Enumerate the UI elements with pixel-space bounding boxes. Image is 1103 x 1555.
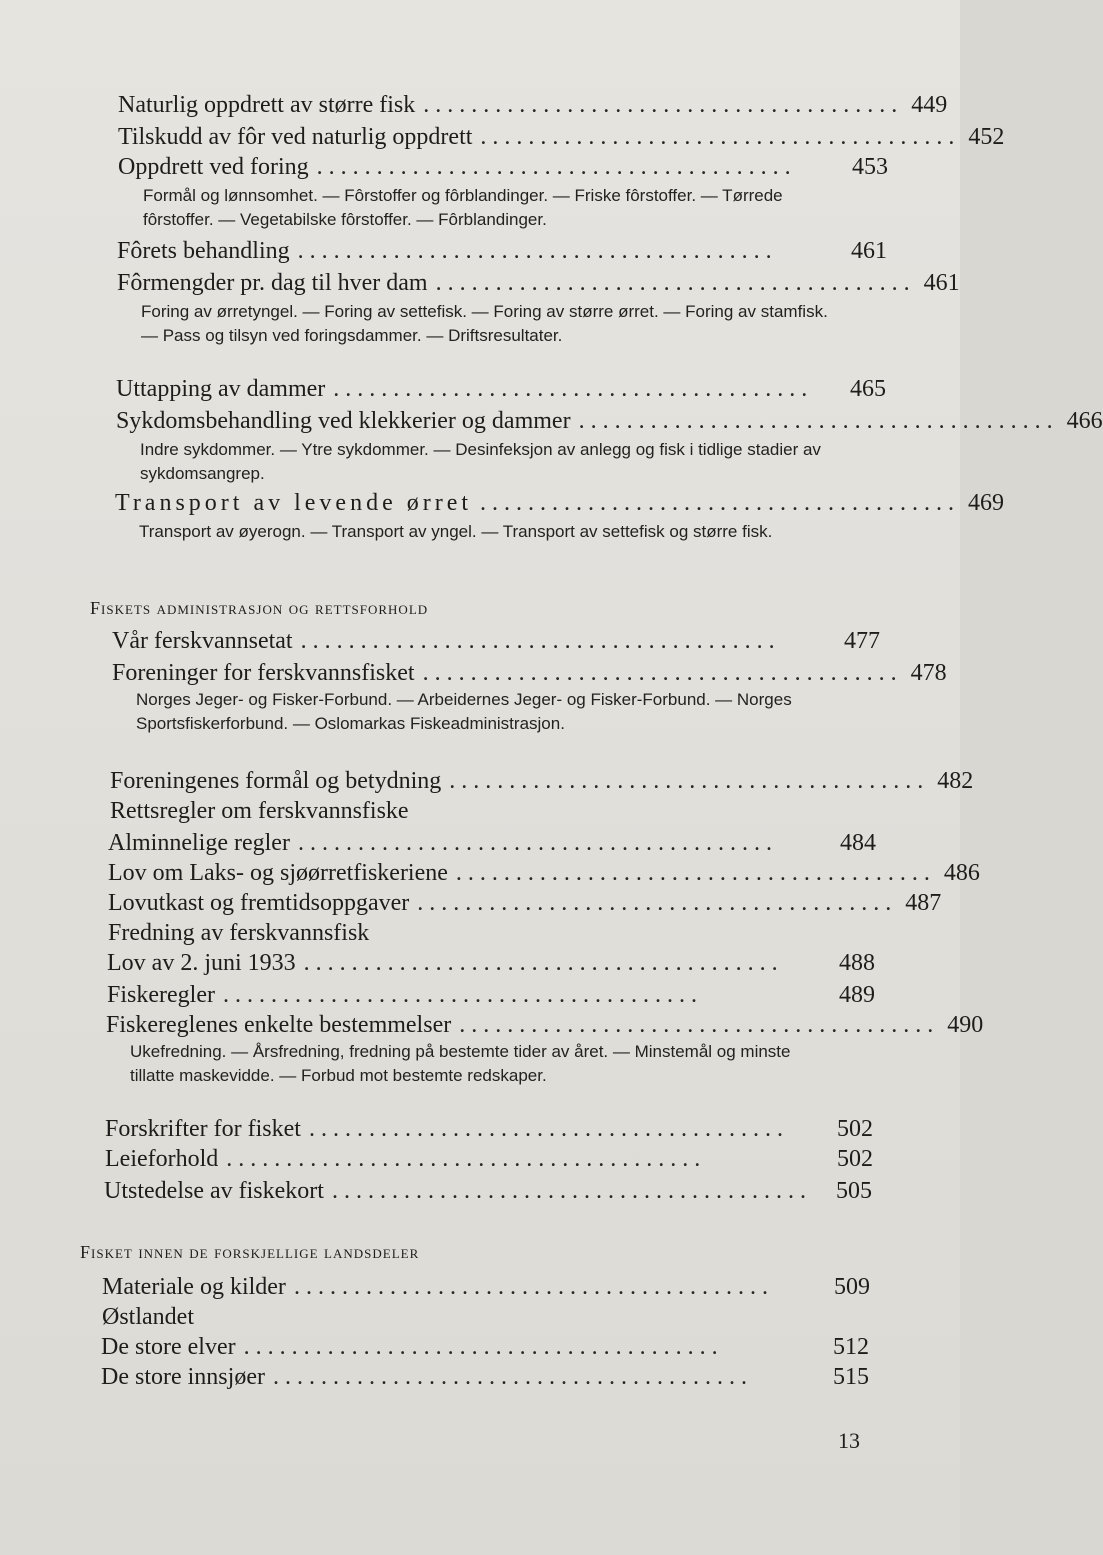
toc-entry: [110, 768, 974, 795]
toc-entry: [101, 1334, 869, 1361]
entry-page: 449: [911, 92, 948, 118]
toc-entry: [102, 1274, 870, 1301]
entry-title: Foreningenes formål og betydning: [110, 768, 442, 794]
entry-title: Lov om Laks- og sjøørretfiskeriene: [108, 860, 448, 886]
entry-title: Lovutkast og fremtidsoppgaver: [108, 890, 410, 916]
entry-page: 469: [968, 490, 1005, 516]
entry-title: Naturlig oppdrett av større fisk: [118, 92, 416, 118]
toc-entry: [117, 238, 887, 265]
entry-title: Forskrifter for fisket: [105, 1116, 301, 1142]
entry-page: 502: [837, 1146, 873, 1172]
entry-title: Fiskereglenes enkelte bestemmelser: [106, 1012, 452, 1038]
toc-entry: [102, 1304, 870, 1331]
entry-page: 488: [839, 950, 875, 976]
entry-description: Formål og lønnsomhet. — Fôrstoffer og fôrblandinger. — Friske fôrstoffer. — Tørrede fôrstoffer. — Vegetabilske fôrstoffer. — Fôrblandinger.: [143, 186, 783, 229]
entry-page: 502: [837, 1116, 873, 1142]
toc-entry: [107, 950, 875, 977]
toc-entry: [108, 920, 876, 947]
dot-leader: ........................................: [300, 628, 781, 654]
entry-title: Tilskudd av fôr ved naturlig oppdrett: [118, 124, 473, 150]
toc-entry: [117, 270, 960, 297]
entry-page: 512: [833, 1334, 869, 1360]
toc-entry: [101, 1364, 869, 1391]
entry-title: Uttapping av dammer: [116, 376, 326, 402]
dot-leader: ........................................: [423, 92, 904, 118]
entry-page: 466: [1066, 408, 1103, 434]
entry-title: Oppdrett ved foring: [118, 154, 309, 180]
dot-leader: ........................................: [243, 1334, 724, 1360]
dot-leader: ........................................: [333, 376, 814, 402]
entry-page: 484: [840, 830, 876, 856]
entry-description: Norges Jeger- og Fisker-Forbund. — Arbeidernes Jeger- og Fisker-Forbund. — Norges Sportsfiskerforbund. — Oslomarkas Fiskeadministrasjon.: [136, 690, 792, 733]
dot-leader: ........................................: [222, 982, 703, 1008]
entry-title: Fôrets behandling: [117, 238, 290, 264]
entry-page: 487: [905, 890, 942, 916]
entry-page: 482: [937, 768, 974, 794]
entry-title: Fredning av ferskvannsfisk: [108, 920, 370, 946]
entry-description: Transport av øyerogn. — Transport av yngel. — Transport av settefisk og større fisk.: [139, 522, 773, 541]
section-heading: Fisket innen de forskjellige landsdeler: [80, 1242, 420, 1262]
entry-description: Foring av ørretyngel. — Foring av settefisk. — Foring av større ørret. — Foring av stamfisk. — Pass og tilsyn ved foringsdammer. — Driftsresultater.: [141, 302, 828, 345]
toc-entry: [104, 1178, 872, 1205]
entry-page: 490: [947, 1012, 984, 1038]
dot-leader: ........................................: [308, 1116, 789, 1142]
entry-page: 477: [844, 628, 880, 654]
entry-page: 509: [834, 1274, 870, 1300]
entry-page: 515: [833, 1364, 869, 1390]
entry-page: 465: [850, 376, 886, 402]
toc-entry: [118, 154, 888, 181]
dot-leader: ........................................: [297, 830, 778, 856]
toc-entry: [108, 860, 980, 887]
toc-entry: [106, 1012, 984, 1039]
dot-leader: ........................................: [226, 1146, 707, 1172]
dot-leader: ........................................: [297, 238, 778, 264]
entry-title: Transport av levende ørret: [115, 490, 473, 516]
dot-leader: ........................................: [417, 890, 898, 916]
entry-title: Fiskeregler: [107, 982, 215, 1008]
entry-title: Rettsregler om ferskvannsfiske: [110, 798, 409, 824]
entry-title: Fôrmengder pr. dag til hver dam: [117, 270, 428, 296]
dot-leader: ........................................: [293, 1274, 774, 1300]
section-heading: Fiskets administrasjon og rettsforhold: [90, 598, 429, 618]
dot-leader: ........................................: [459, 1012, 940, 1038]
toc-entry: [107, 982, 875, 1009]
toc-entry: [112, 660, 947, 687]
dot-leader: ........................................: [435, 270, 916, 296]
dot-leader: ........................................: [331, 1178, 812, 1204]
dot-leader: ........................................: [578, 408, 1059, 434]
entry-description: Indre sykdommer. — Ytre sykdommer. — Desinfeksjon av anlegg og fisk i tidlige stadier av sykdomsangrep.: [140, 440, 821, 483]
entry-page: 486: [943, 860, 980, 886]
entry-title: Vår ferskvannsetat: [112, 628, 293, 654]
entry-page: 478: [910, 660, 947, 686]
entry-title: Sykdomsbehandling ved klekkerier og dammer: [116, 408, 571, 434]
dot-leader: ........................................: [480, 124, 961, 150]
entry-title: Foreninger for ferskvannsfisket: [112, 660, 415, 686]
dot-leader: ........................................: [480, 490, 961, 516]
entry-title: Lov av 2. juni 1933: [107, 950, 296, 976]
entry-page: 461: [851, 238, 887, 264]
dot-leader: ........................................: [455, 860, 936, 886]
toc-entry: [116, 376, 886, 403]
dot-leader: ........................................: [316, 154, 797, 180]
dot-leader: ........................................: [303, 950, 784, 976]
entry-page: 461: [923, 270, 960, 296]
entry-description: Ukefredning. — Årsfredning, fredning på bestemte tider av året. — Minstemål og minste tillatte maskevidde. — Forbud mot bestemte redskaper.: [130, 1042, 791, 1085]
entry-title: De store innsjøer: [101, 1364, 265, 1390]
entry-page: 453: [852, 154, 888, 180]
entry-title: Materiale og kilder: [102, 1274, 286, 1300]
toc-entry: [115, 490, 1005, 517]
entry-page: 452: [968, 124, 1005, 150]
toc-entry: [110, 798, 878, 825]
entry-title: Leieforhold: [105, 1146, 219, 1172]
toc-entry: [112, 628, 880, 655]
toc-entry: [116, 408, 1103, 435]
entry-title: Østlandet: [102, 1304, 194, 1330]
toc-entry: [108, 890, 942, 917]
entry-title: De store elver: [101, 1334, 236, 1360]
toc-entry: [108, 830, 876, 857]
page-number: 13: [838, 1428, 860, 1453]
entry-page: 505: [836, 1178, 872, 1204]
dot-leader: ........................................: [422, 660, 903, 686]
toc-entry: [105, 1116, 873, 1143]
entry-title: Alminnelige regler: [108, 830, 290, 856]
toc-entry: [105, 1146, 873, 1173]
entry-page: 489: [839, 982, 875, 1008]
toc-entry: [118, 92, 948, 119]
entry-title: Utstedelse av fiskekort: [104, 1178, 324, 1204]
dot-leader: ........................................: [272, 1364, 753, 1390]
dot-leader: ........................................: [449, 768, 930, 794]
toc-entry: [118, 124, 1005, 151]
